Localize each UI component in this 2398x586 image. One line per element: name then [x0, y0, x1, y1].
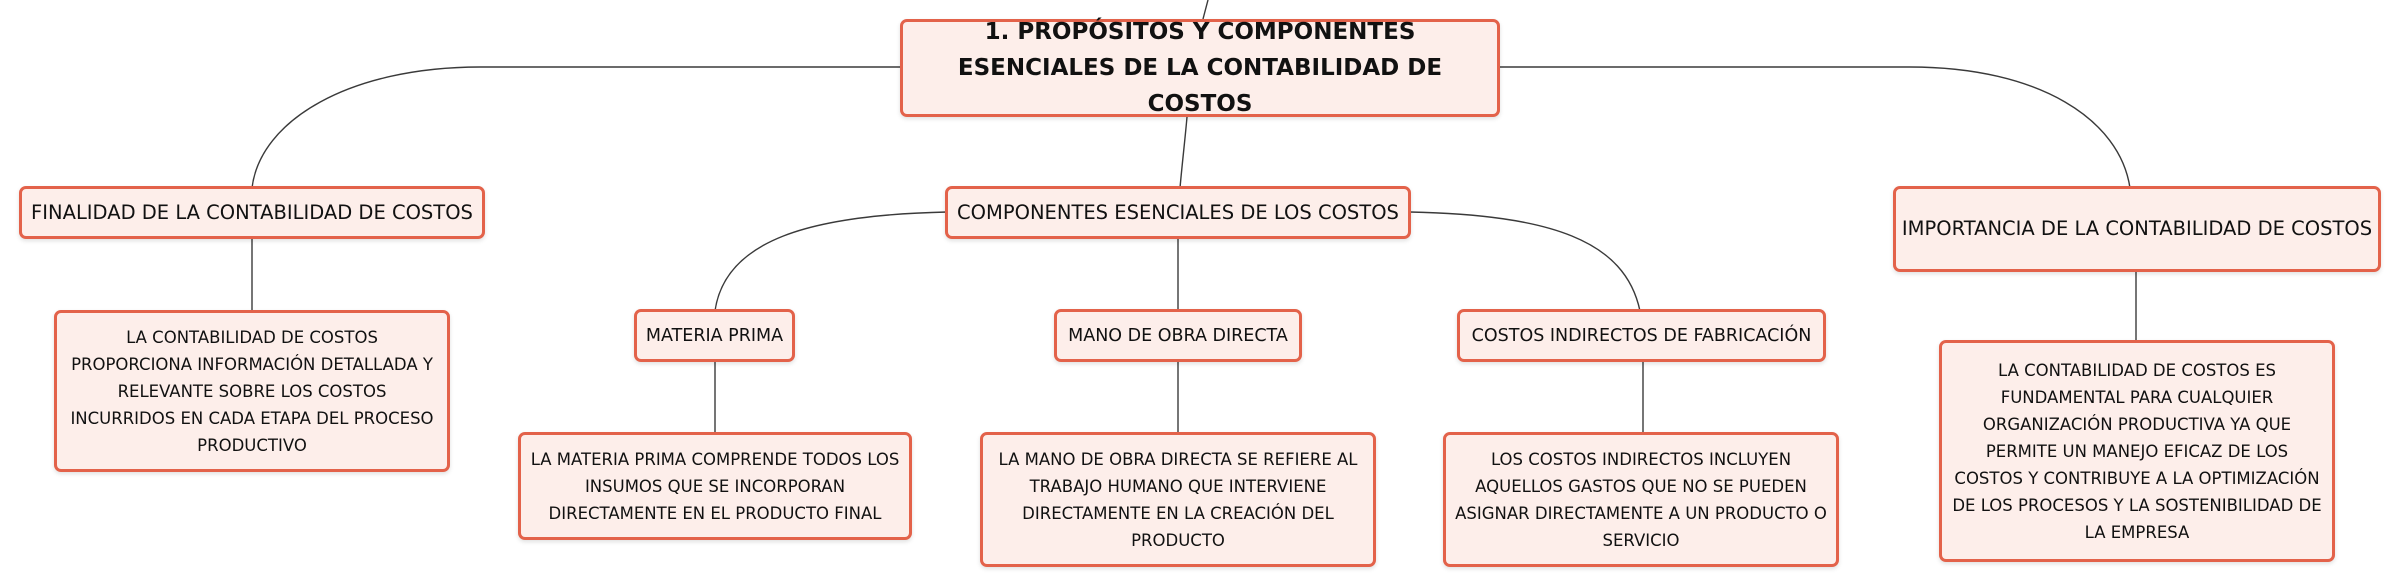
finalidad-description[interactable]: [54, 310, 450, 472]
root-topic[interactable]: [900, 19, 1500, 117]
importancia-description-text: LA CONTABILIDAD DE COSTOS ES FUNDAMENTAL PARA CUALQUIER ORGANIZACIÓN PRODUCTIVA YA QUE PERMITE UN MANEJO EFICAZ DE LOS COSTOS Y CONTRIBUYE A LA OPTIMIZACIÓN DE LOS PROCESOS Y LA SOSTENIBILIDAD DE LA EMPRESA: [1952, 360, 2322, 542]
mano-de-obra-description[interactable]: [980, 432, 1376, 567]
sub-costos-indirectos-label: COSTOS INDIRECTOS DE FABRICACIÓN: [1471, 325, 1812, 346]
root-topic-title: 1. PROPÓSITOS Y COMPONENTES ESENCIALES DE LA CONTABILIDAD DE COSTOS: [957, 19, 1443, 117]
branch-componentes-label: COMPONENTES ESENCIALES DE LOS COSTOS: [957, 200, 1399, 224]
connector-componentes-to-indirectos: [1410, 212, 1640, 311]
branch-componentes[interactable]: [945, 186, 1411, 239]
finalidad-description-text: LA CONTABILIDAD DE COSTOS PROPORCIONA INFORMACIÓN DETALLADA Y RELEVANTE SOBRE LOS COSTOS INCURRIDOS EN CADA ETAPA DEL PROCESO PRODUCTIVO: [70, 327, 434, 455]
branch-importancia-label: IMPORTANCIA DE LA CONTABILIDAD DE COSTOS: [1901, 217, 2373, 240]
connector-root-to-importancia: [1500, 67, 2130, 188]
connector-componentes-to-materia: [715, 212, 947, 311]
costos-indirectos-description-text: LOS COSTOS INDIRECTOS INCLUYEN AQUELLOS GASTOS QUE NO SE PUEDEN ASIGNAR DIRECTAMENTE A UN PRODUCTO O SERVICIO: [1455, 449, 1827, 550]
materia-prima-description[interactable]: [518, 432, 912, 540]
costos-indirectos-description[interactable]: [1443, 432, 1839, 567]
sub-costos-indirectos[interactable]: [1457, 309, 1826, 362]
sub-mano-de-obra-label: MANO DE OBRA DIRECTA: [1068, 325, 1288, 346]
branch-finalidad[interactable]: [19, 186, 485, 239]
materia-prima-description-text: LA MATERIA PRIMA COMPRENDE TODOS LOS INSUMOS QUE SE INCORPORAN DIRECTAMENTE EN EL PRODUCTO FINAL: [530, 449, 900, 523]
importancia-description[interactable]: [1939, 340, 2335, 562]
sub-materia-prima-label: MATERIA PRIMA: [645, 325, 784, 346]
sub-mano-de-obra[interactable]: [1054, 309, 1302, 362]
branch-importancia[interactable]: [1893, 186, 2381, 272]
mano-de-obra-description-text: LA MANO DE OBRA DIRECTA SE REFIERE AL TRABAJO HUMANO QUE INTERVIENE DIRECTAMENTE EN LA CREACIÓN DEL PRODUCTO: [998, 449, 1358, 550]
branch-finalidad-label: FINALIDAD DE LA CONTABILIDAD DE COSTOS: [31, 200, 473, 224]
sub-materia-prima[interactable]: [634, 309, 795, 362]
connector-root-to-componentes: [1180, 117, 1187, 188]
connector-root-to-finalidad: [252, 67, 900, 188]
